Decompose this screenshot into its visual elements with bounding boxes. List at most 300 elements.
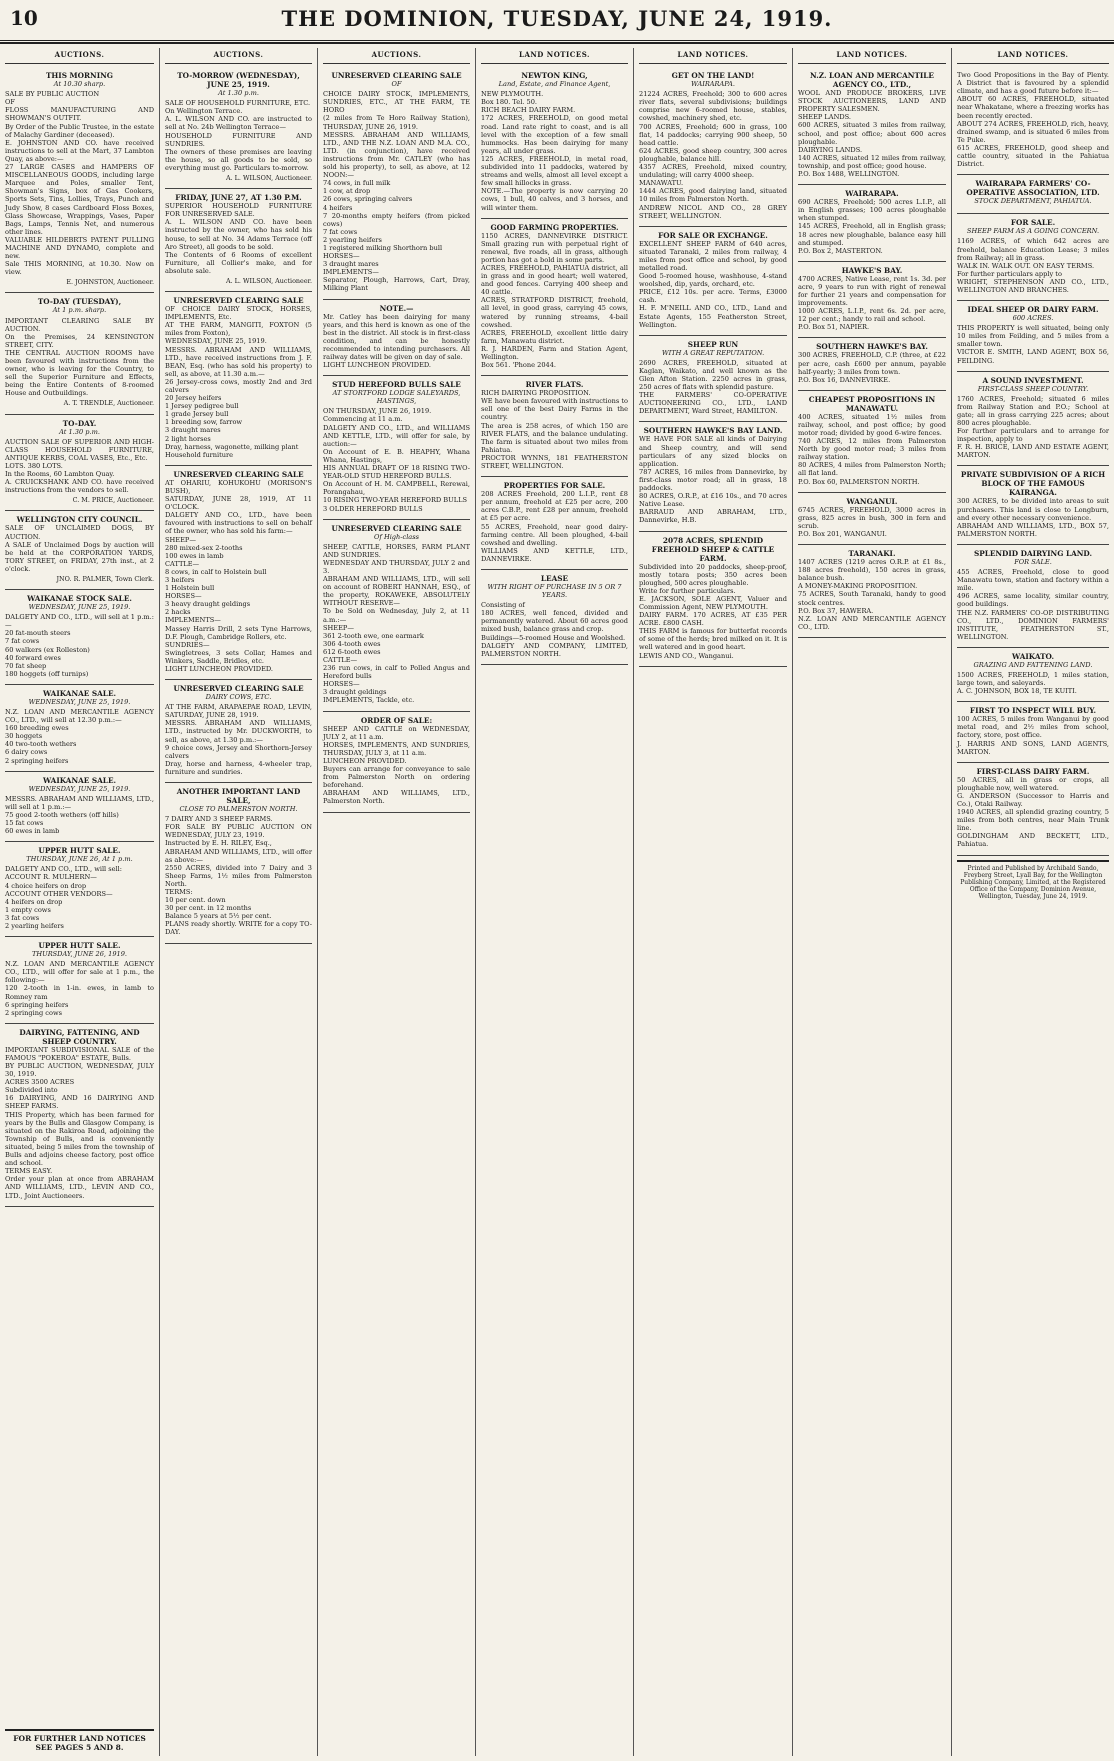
ad-text: 612 6-tooth ewes [323,647,381,656]
ad-text: Dray, horse and harness, 4-wheeler trap, furniture and sundries. [165,759,312,776]
advertisement [5,67,154,293]
ad-text: For further particulars apply to [957,269,1062,278]
ad-heading: FIRST-CLASS DAIRY FARM. [976,766,1090,776]
ad-text: 80 ACRES, 4 miles from Palmerston North; all flat land. [798,461,946,478]
ad-text: Consisting of [481,601,525,610]
ad-text: 1760 ACRES, Freehold; situated 6 miles from Railway Station and P.O.; School at gate; all in grass carrying 225 acres; about 800 acres ploughable. [957,394,1109,427]
ad-heading: UNRESERVED CLEARING SALE [331,523,462,533]
ad-heading: NOTE.— [379,303,414,313]
ad-text: SALE OF HOUSEHOLD FURNITURE, ETC. [165,99,311,108]
ad-heading: GOOD FARMING PROPERTIES. [490,222,619,232]
ad-subheading: THURSDAY, JUNE 26, 1919. [32,950,127,959]
ad-text: ACCOUNT OTHER VENDORS— [5,889,113,898]
advertisement [165,189,312,292]
ad-subheading: AT STORTFORD LODGE SALEYARDS, HASTINGS, [332,389,461,406]
ad-subheading: THURSDAY, JUNE 26, At 1 p.m. [26,855,133,864]
ad-text: WE HAVE FOR SALE all kinds of Dairying and Sheep country, and will send particulars of any sized blocks on application. [639,435,787,468]
ad-text: DALGETY AND CO., LTD., and WILLIAMS AND KETTLE, LTD., will offer for sale, by auction:— [323,423,470,448]
column-header: AUCTIONS. [165,48,312,64]
ad-text: 2 hacks [165,608,191,617]
ad-text: 4 choice heifers on drop [5,881,87,890]
ad-subheading: WAIRARAPA. [691,80,735,89]
ad-heading: RIVER FLATS. [525,380,584,390]
ad-text: 26 Jersey-cross cows, mostly 2nd and 3rd calvers [165,377,312,394]
advertisement [165,783,312,944]
ad-text: 1940 ACRES, all splendid grazing country, 5 miles from both centres, near Main Trunk line. [957,808,1109,833]
ad-subheading: WITH A GREAT REPUTATION. [661,348,765,357]
ad-subheading: FIRST-CLASS SHEEP COUNTRY. [977,384,1089,393]
ad-text: SATURDAY, JUNE 28, 1919, AT 11 O'CLOCK. [165,495,312,512]
ad-heading: WAIKANAE STOCK SALE. [27,594,132,604]
ad-text: ABRAHAM AND WILLIAMS, LTD., will offer as above:— [165,847,312,864]
ad-text: 236 run cows, in calf to Polled Angus and Hereford bulls [323,664,470,681]
ad-text: WEDNESDAY, JUNE 25, 1919. [165,337,267,346]
ad-signature: JNO. R. PALMER, Town Clerk. [56,574,154,583]
ad-text: 8 cows, in calf to Holstein bull [165,567,267,576]
ad-heading: LEASE [540,573,569,583]
ad-heading: STUD HEREFORD BULLS SALE [332,380,461,390]
ad-heading: FOR SALE. [1010,218,1056,228]
ad-text: IMPORTANT CLEARING SALE BY AUCTION. [5,316,154,333]
advertisement [5,772,154,843]
ad-heading: TO-DAY (TUESDAY), [37,297,122,307]
advertisement [323,67,470,299]
ad-text: TERMS EASY. [5,1167,53,1176]
ad-text: AT THE FARM, ARAPAEPAE ROAD, LEVIN, SATURDAY, JUNE 28, 1919. [165,703,312,720]
advertisement [165,466,312,680]
ad-text: Swingletrees, 3 sets Collar, Hames and Winkers, Saddle, Bridles, etc. [165,648,312,665]
ad-text: 6 dairy cows [5,748,48,757]
ad-subheading: DAIRY COWS, ETC. [205,693,272,702]
ad-text: Two Good Propositions in the Bay of Plenty. A District that is favoured by a splendid climate, and has a good future before it:— [957,71,1109,96]
ad-text: 3 draught geldings [323,688,387,697]
advertisement [165,292,312,466]
ad-text: SHEEP— [165,535,196,544]
column-7 [952,48,1114,1756]
advertisement [481,219,628,377]
ad-text: LUNCHEON PROVIDED. [323,756,407,765]
ad-text: 1 Holstein bull [165,584,215,593]
ad-text: 2 springing cows [5,1008,62,1017]
ad-heading: N.Z. LOAN AND MERCANTILE AGENCY CO., LTD., [810,71,934,90]
ad-heading: UNRESERVED CLEARING SALE [173,684,304,694]
ad-text: SHEEP— [323,623,354,632]
ad-text: Dray, harness, wagonette, milking plant [165,442,299,451]
advertisement [798,493,946,545]
ad-heading: 2078 ACRES, SPLENDID FREEHOLD SHEEP & CATTLE FARM. [651,535,775,563]
advertisement [481,570,628,665]
ad-subheading: At 10.30 sharp. [53,80,106,89]
ad-text: 3 draught mares [165,426,221,435]
advertisement [165,680,312,783]
ad-text: 16 DAIRYING, AND 16 DAIRYING AND SHEEP FARMS. [5,1094,154,1111]
ad-text: 7 DAIRY AND 3 SHEEP FARMS. [165,815,273,824]
ad-heading: HAWKE'S BAY. [841,265,903,275]
ad-heading: ANOTHER IMPORTANT LAND SALE, [176,787,301,806]
ad-text: 4357 ACRES, Freehold, mixed country, undulating; will carry 4000 sheep. [639,163,787,180]
ad-text: Subdivided into [5,1086,58,1095]
ad-heading: PROPERTIES FOR SALE. [503,481,606,491]
ad-text: 740 ACRES, 12 miles from Palmerston North by good motor road; 3 miles from railway station. [798,437,946,462]
column-header: AUCTIONS. [5,48,154,64]
ad-text: 496 ACRES, same locality, similar country, good buildings. [957,592,1109,609]
masthead [0,0,1114,44]
ad-text: BY PUBLIC AUCTION, WEDNESDAY, JULY 30, 1919. [5,1062,154,1079]
advertisement [323,300,470,377]
ad-text: H. F. M'NEILL AND CO., LTD., Land and Estate Agents, 155 Featherston Street, Wellington. [639,304,787,329]
ad-heading: GET ON THE LAND! [671,71,755,81]
ad-heading: WANGANUI. [846,496,898,506]
ad-heading: UNRESERVED CLEARING SALE [331,71,462,81]
ad-text: DALGETY AND CO., LTD., will sell at 1 p.m.:— [5,613,154,630]
ad-text: 1 cow, at drop [323,187,371,196]
ad-text: The area is 258 acres, of which 150 are RIVER FLATS, and the balance undulating. The farm is situated about two miles from Pahiatua. [481,421,628,454]
ad-text: 7 fat cows [323,227,358,236]
ad-text: 80 ACRES, O.R.P., at £16 10s., and 70 acres Native Lease. [639,492,787,509]
column-footer-note: FOR FURTHER LAND NOTICES SEE PAGES 5 AND 8. [5,1729,154,1752]
ad-heading: WELLINGTON CITY COUNCIL. [16,515,143,525]
ad-text: AT OHARIU, KOHUKOHU (MORISON'S BUSH), [165,478,312,495]
ad-text: 20 Jersey heifers [165,394,222,403]
ad-heading: TO-DAY. [62,418,97,428]
masthead-rule [0,40,1114,41]
ad-text: OF CHOICE DAIRY STOCK, HORSES, IMPLEMENTS, Etc. [165,305,312,322]
ad-subheading: Of High-class [374,532,419,541]
advertisement [323,376,470,519]
ad-subheading: CLOSE TO PALMERSTON NORTH. [179,805,298,814]
ad-subheading: WEDNESDAY, JUNE 25, 1919. [28,603,131,612]
ad-text: SUNDRIES— [165,640,210,649]
ad-text: TERMS: [165,887,193,896]
ad-heading: FRIDAY, JUNE 27, AT 1.30 P.M. [175,193,302,203]
ad-text: MANAWATU. [639,179,684,188]
ad-text: 30 per cent. in 12 months [165,904,252,913]
advertisement [323,712,470,813]
ad-text: EXCELLENT SHEEP FARM of 640 acres, situated Taranaki, 2 miles from railway, 4 miles from post office and school, by good metalled road. [639,239,787,272]
advertisement [957,67,1109,175]
ad-text: Household furniture [165,450,234,459]
ad-text: 2 light horses [165,434,211,443]
ad-text: ABRAHAM AND WILLIAMS, LTD., BOX 57, PALMERSTON NORTH. [957,521,1109,538]
ad-text: 26 cows, springing calvers [323,195,413,204]
ad-subheading: GRAZING AND FATTENING LAND. [973,660,1093,669]
column-4 [476,48,634,1756]
ad-text: In the Rooms, 60 Lambton Quay. [5,470,115,479]
ad-text: Buildings—5-roomed House and Woolshed. [481,633,626,642]
ad-heading: SOUTHERN HAWKE'S BAY. [816,342,928,352]
ad-subheading: OF [391,80,402,89]
ad-text: 1 empty cows [5,905,51,914]
ad-signature: A. L. WILSON, Auctioneer. [225,174,312,183]
ad-text: 208 ACRES Freehold, 200 L.I.P., rent £8 per annum, freehold at £25 per acre, 200 acres C.B.P., rent £28 per annum, freehold at £5 per acre. [481,490,628,523]
ad-text: IMPLEMENTS, Tackle, etc. [323,696,415,705]
ad-text: RICH BEACH DAIRY FARM. [481,106,576,115]
ad-text: HORSES— [165,592,202,601]
ad-text: 172 ACRES, FREEHOLD, on good metal road. Land rate right to coast, and is all level with the exception of a few small hummocks. Has been dairying for many years, all under grass. [481,114,628,155]
ad-text: 60 ewes in lamb [5,827,60,836]
ad-text: 280 mixed-sex 2-tooths [165,543,243,552]
ad-text: AUCTION SALE OF SUPERIOR AND HIGH-CLASS HOUSEHOLD FURNITURE, ANTIQUE KERBS, COAL VASES, Etc., Etc. [5,437,154,462]
ad-text: MESSRS. ABRAHAM AND WILLIAMS, LTD., have received instructions from J. F. BEAN, Esq. (who has sold his property) to sell, as above, at 11.30 a.m.— [165,345,312,378]
ad-text: Sale THIS MORNING, at 10.30. Now on view. [5,260,154,277]
advertisement [798,338,946,390]
ad-text: 40 forward ewes [5,653,61,662]
ad-heading: IDEAL SHEEP OR DAIRY FARM. [967,305,1099,315]
ad-heading: ORDER OF SALE: [360,715,433,725]
ad-text: 100 ACRES, 5 miles from Wanganui by good metal road, and 2½ miles from school, factory, store, post office. [957,715,1109,740]
ad-text: ANDREW NICOL AND CO., 28 GREY STREET, WELLINGTON. [639,203,787,220]
ad-text: SHEEP AND CATTLE on WEDNESDAY, JULY 2, at 11 a.m. [323,724,470,741]
ad-text: R. J. HARDEN, Farm and Station Agent, Wellington. [481,344,628,361]
ad-text: 4 heifers [323,203,353,212]
ad-text: 30 hoggets [5,732,43,741]
advertisement [957,372,1109,467]
ad-text: THE FARMERS' CO-OPERATIVE AUCTIONEERING CO., LTD., LAND DEPARTMENT, Ward Street, HAMILTON. [639,391,787,416]
ad-text: 1444 ACRES, good dairying land, situated 10 miles from Palmerston North. [639,187,787,204]
ad-text: F. R. H. BRICE, LAND AND ESTATE AGENT, MARTON. [957,443,1109,460]
page-number: 10 [10,6,38,30]
ad-text: 74 cows, in full milk [323,179,391,188]
ad-text: 2 springing heifers [5,756,69,765]
advertisement [957,214,1109,301]
advertisement [5,842,154,937]
ad-heading: TARANAKI. [848,549,896,559]
page-columns [0,48,1114,1756]
ad-text: A SALE of Unclaimed Dogs by auction will be held at the CORPORATION YARDS, TORY STREET, on FRIDAY, 27th inst., at 2 o'clock. [5,540,154,573]
ad-text: WOOL AND PRODUCE BROKERS, LIVE STOCK AUCTIONEERS, LAND AND PROPERTY SALESMEN. [798,89,946,114]
ad-text: PLANS ready shortly. WRITE for a copy TO-DAY. [165,920,312,937]
advertisement [798,67,946,185]
column-5 [634,48,793,1756]
ad-text: For further particulars and to arrange for inspection, apply to [957,427,1109,444]
ad-text: DALGETY AND COMPANY, LIMITED, PALMERSTON NORTH. [481,641,628,658]
advertisement [323,520,470,712]
advertisement [639,532,787,667]
ad-text: SUPERIOR HOUSEHOLD FURNITURE FOR UNRESERVED SALE. [165,202,312,219]
ad-text: WALK IN. WALK OUT. ON EASY TERMS. [957,261,1095,270]
ad-text: Massey Harris Drill, 2 sets Tyne Harrows, D.F. Plough, Cambridge Rollers, etc. [165,624,312,641]
ad-text: FLOSS MANUFACTURING AND SHOWMAN'S OUTFIT. [5,106,154,123]
ad-subheading: At 1.30 p.m. [59,427,100,436]
ad-text: 50 ACRES, all in grass or crops, all ploughable now, well watered. [957,775,1109,792]
advertisement [5,415,154,512]
ad-text: P.O. Box 2, MASTERTON. [798,246,883,255]
ad-text: 600 ACRES, situated 3 miles from railway, school, and post office; about 600 acres ploughable. [798,121,946,146]
ad-text: 3 fat cows [5,913,40,922]
ad-text: 1 registered milking Shorthorn bull [323,243,443,252]
ad-subheading: STOCK DEPARTMENT, PAHIATUA. [974,197,1092,206]
ad-text: 2550 ACRES, divided into 7 Dairy and 3 Sheep Farms, 1½ miles from Palmerston North. [165,863,312,888]
ad-text: Mr. Catley has been dairying for many years, and this herd is known as one of the best in the district. All stock is in first-class condition, and can be honestly recommended to intending purchasers. All railway dates will be given on day of sale. [323,312,470,361]
ad-text: HIS ANNUAL DRAFT OF 18 RISING TWO-YEAR-OLD STUD HEREFORD BULLS. [323,464,470,481]
ad-text: 615 ACRES, FREEHOLD, good sheep and cattle country, situated in the Pahiatua District. [957,143,1109,169]
ad-text: (2 miles from Te Horo Railway Station), THURSDAY, JUNE 26, 1919. [323,114,470,131]
ad-subheading: FOR SALE. [1014,557,1052,566]
ad-subheading: WEDNESDAY, JUNE 25, 1919. [28,697,131,706]
ad-signature: C. M. PRICE, Auctioneer. [72,496,154,505]
ad-text: NOTE.—The property is now carrying 20 cows, 1 bull, 40 calves, and 3 horses, and will winter them. [481,187,628,212]
ad-text: The owners of these premises are leaving the house, so all goods to be sold, so everything must go. Particulars to-morrow. [165,147,312,172]
advertisement [481,67,628,219]
ad-text: 100 ewes in lamb [165,551,224,560]
ad-text: 3 draught mares [323,260,379,269]
advertisement [481,376,628,477]
ad-subheading: WEDNESDAY, JUNE 25, 1919. [28,784,131,793]
ad-text: 787 ACRES, 16 miles from Dannevirke, by first-class motor road; all in grass, 18 paddocks. [639,467,787,493]
ad-text: 10 per cent. down [165,896,226,905]
ad-text: 125 ACRES, FREEHOLD, in metal road, subdivided into 11 paddocks, watered by streams and wells, almost all level except a few small hillocks in grass. [481,154,628,188]
ad-text: 1 breeding sow, farrow [165,418,243,427]
advertisement [5,293,154,414]
ad-text: DALGETY AND CO., LTD., will sell: [5,865,122,874]
ad-heading: WAIRARAPA FARMERS' CO-OPERATIVE ASSOCIATION, LTD. [966,179,1100,198]
ad-text: ACRES 3500 ACRES [5,1078,75,1087]
ad-text: A. C. JOHNSON, BOX 18, TE KUITI. [957,687,1077,696]
ad-text: Buyers can arrange for conveyance to sale from Palmerston North on ordering beforehand. [323,765,470,790]
ad-text: P.O. Box 201, WANGANUI. [798,529,887,538]
ad-text: 15 fat cows [5,819,44,828]
ad-text: Box 561. 'Phone 2044. [481,361,556,370]
ad-text: HORSES— [323,252,360,261]
advertisement [798,185,946,262]
ad-subheading: At 1 p.m. sharp. [52,306,107,315]
ad-heading: SOUTHERN HAWKE'S BAY LAND. [643,426,783,436]
ad-text: 7 20-months empty heifers (from picked cows) [323,211,470,228]
ad-text: CATTLE— [165,559,200,568]
ad-text: 400 ACRES, situated 1½ miles from railway, school, and post office; by good motor road; divided by good 6-wire fences. [798,412,946,437]
ad-text: 21224 ACRES, Freehold; 300 to 600 acres river flats, several subdivisions; buildings comprise new 6-roomed house, stables, cowshed, machinery shed, etc. [639,90,787,123]
ad-text: P.O. Box 51, NAPIER. [798,323,870,332]
ad-text: Order your plan at once from ABRAHAM AND WILLIAMS, LTD., LEVIN AND CO., LTD., Joint Auctioneers. [5,1175,154,1200]
ad-text: BARRAUD AND ABRAHAM, LTD., Dannevirke, H.B. [639,508,787,525]
ad-text: WRIGHT, STEPHENSON AND CO., LTD., WELLINGTON AND BRANCHES. [957,277,1109,294]
ad-text: FOR SALE BY PUBLIC AUCTION ON WEDNESDAY, JULY 23, 1919. [165,823,312,840]
ad-text: VALUABLE HILDEBRTS PATENT PULLING MACHINE AND DYNAMO, complete and new. [5,235,154,261]
advertisement [639,422,787,531]
ad-text: Commencing at 11 a.m. [323,415,403,424]
ad-text: RICH DAIRYING PROPOSITION. [481,389,591,398]
ad-text: 1500 ACRES, FREEHOLD, 1 miles station, large town, and saleyards. [957,670,1109,688]
ad-text: CHOICE DAIRY STOCK, IMPLEMENTS, SUNDRIES, ETC., AT THE FARM, TE HORO [323,90,470,115]
ad-text: 1150 ACRES, DANNEVIRKE DISTRICT. Small grazing run with perpetual right of renewal, five roads, all in grass, although portion has got a bold in some parts. [481,231,628,264]
ad-text: 2 yearling heifers [5,921,64,930]
ad-text: 361 2-tooth ewe, one earmark [323,631,424,640]
ad-text: 700 ACRES, Freehold; 600 in grass, 100 flat, 14 paddocks; carrying 900 sheep, 50 head cattle. [639,122,787,147]
ad-text: 1 grade Jersey bull [165,410,229,419]
ad-text: 40 two-tooth wethers [5,740,77,749]
ad-text: A MONEY-MAKING PROPOSITION. [798,582,918,591]
ad-text: 180 hoggets (off turnips) [5,669,89,678]
ad-subheading: 600 ACRES. [1012,314,1054,323]
ad-text: To be Sold on Wednesday, July 2, at 11 a.m.:— [323,607,470,624]
ad-text: IMPLEMENTS— [165,616,221,625]
ad-text: WILLIAMS AND KETTLE, LTD., DANNEVIRKE. [481,546,628,563]
ad-text: OF [5,98,15,107]
advertisement [957,466,1109,544]
ad-text: MESSRS. ABRAHAM AND WILLIAMS, LTD., instructed by Mr. DUCKWORTH, to sell, as above, at 1.30 p.m.:— [165,719,312,744]
ad-heading: DAIRYING, FATTENING, AND SHEEP COUNTRY. [19,1027,140,1046]
ad-text: 140 ACRES, situated 12 miles from railway, township, and post office; good house. [798,153,946,170]
ad-text: 75 ACRES, South Taranaki, handy to good stock centres. [798,590,946,607]
advertisement [5,937,154,1024]
ad-text: 2690 ACRES, FREEHOLD, situated at Kaglan, Waikato, and well known as the Glen Afton Station. 2250 acres in grass, 250 acres of flats with splendid pasture. [639,358,787,392]
ad-text: WEDNESDAY AND THURSDAY, JULY 2 and 3. [323,558,470,575]
ad-text: A. CRUICKSHANK AND CO. have received instructions from the vendors to sell. [5,478,154,495]
ad-text: HOUSEHOLD FURNITURE AND SUNDRIES. [165,131,312,148]
ad-heading: WAIKANAE SALE. [42,775,117,785]
printer-imprint: Printed and Published by Archibald Sando, Freyberg Street, Lyall Bay, for the Wellington Publishing Company, Limited, at the Registered Office of the Company, Dominion Avenue, Wellington, Tuesday, June 24, 1919. [957,860,1109,900]
ad-text: On Account of H. M. CAMPBELL, Rerewai, Porangahau, [323,480,470,497]
ad-text: Instructed by E. H. RILEY, Esq., [165,839,272,848]
ad-heading: FOR SALE OR EXCHANGE. [658,230,768,240]
ad-text: G. ANDERSON (Successor to Harris and Co.), Otaki Railway. [957,791,1109,808]
advertisement [639,67,787,227]
advertisement [957,763,1109,856]
ad-text: 160 breeding ewes [5,724,69,733]
ad-heading: UPPER HUTT SALE. [38,941,121,951]
ad-text: 690 ACRES, Freehold; 500 acres L.I.P., all in English grasses; 100 acres ploughable when stumped. [798,198,946,223]
ad-text: VICTOR E. SMITH, LAND AGENT, BOX 56, FEILDING. [957,348,1109,365]
ad-text: Separator, Plough, Harrows, Cart, Dray, Milking Plant [323,276,470,293]
ad-heading: WAIKATO. [1011,651,1054,661]
ad-text: 1000 ACRES, L.I.P., rent 6s. 2d. per acre, 12 per cent.; handy to rail and school. [798,307,946,324]
ad-heading: PRIVATE SUBDIVISION OF A RICH BLOCK OF THE FAMOUS KAIRANGA. [960,470,1106,498]
ad-text: 27 LARGE CASES and HAMPERS OF MISCELLANEOUS GOODS, including large Marquee and Poles, smaller Tent, Showman's Signs, box of Gas Cookers, Sports Sets, Tins, Lollies, Trays, Punch and Judy Show, 8 cases Cardboard Floss Boxes, Glass Showcase, Wrappings, Vases, Paper Bags, Lamps, Tennis Net, and numerous other lines. [5,163,154,236]
ad-text: Good 5-roomed house, washhouse, 4-stand woolshed, dip, yards, orchard, etc. [639,272,787,289]
ad-subheading: Land, Estate, and Finance Agent, [498,80,611,89]
advertisement [957,648,1109,702]
ad-text: On the Premises, 24 KENSINGTON STREET, CITY. [5,332,154,349]
ad-text: SHEEP LANDS. [798,113,852,122]
advertisement [639,336,787,423]
ad-text: 455 ACRES, Freehold, close to good Manawatu town, station and factory within a mile. [957,568,1109,593]
ad-text: E. JACKSON, SOLE AGENT, Valuer and Commission Agent, NEW PLYMOUTH. [639,594,787,611]
ad-text: SALE BY PUBLIC AUCTION [5,90,100,99]
ad-heading: UPPER HUTT SALE. [38,846,121,856]
advertisement [5,1024,154,1207]
ad-text: 3 heifers [165,575,195,584]
column-1 [0,48,160,1756]
ad-text: ABOUT 274 ACRES, FREEHOLD, rich, heavy, drained swamp, and is situated 6 miles from Te Puke. [957,119,1110,144]
ad-signature: E. JOHNSTON, Auctioneer. [66,278,154,287]
ad-text: THIS FARM is famous for butterfat records of some of the herds; bred milked on it. It is well watered and in good heart. [639,627,787,652]
ad-heading: CHEAPEST PROPOSITIONS IN MANAWATU. [808,394,936,413]
ad-heading: WAIRARAPA. [845,189,899,199]
ad-text: 9 choice cows, Jersey and Shorthorn-Jersey calvers [165,743,312,760]
ad-text: 306 4-tooth ewes [323,639,381,648]
ad-text: N.Z. LOAN AND MERCANTILE AGENCY CO., LTD., will offer for sale at 1 p.m., the following:— [5,960,154,985]
ad-subheading: WITH RIGHT OF PURCHASE IN 5 OR 7 YEARS. [487,582,622,600]
ad-text: 2 yearling heifers [323,235,382,244]
ad-text: 3 heavy draught geldings [165,600,251,609]
ad-text: HORSES— [323,680,360,689]
ad-signature: A. L. WILSON, Auctioneer. [225,276,312,285]
column-header: LAND NOTICES. [957,48,1109,64]
ad-text: GOLDINGHAM AND BECKETT, LTD., Pahiatua. [957,832,1109,849]
ad-text: J. HARRIS AND SONS, LAND AGENTS, MARTON. [957,739,1109,756]
ad-text: 7 fat cows [5,637,40,646]
ad-text: 1 Jersey pedigree bull [165,402,239,411]
ad-text: LIGHT LUNCHEON PROVIDED. [165,665,274,673]
column-2 [160,48,318,1756]
column-header: LAND NOTICES. [798,48,946,64]
ad-text: A. L. WILSON AND CO. have been instructed by the owner, who has sold his house, to sell at No. 34 Adams Terrace (off Aro Street), all goods to be sold. [165,218,312,251]
ad-text: AT THE FARM, MANGITI, FOXTON (5 miles from Foxton), [165,321,312,338]
advertisement [798,545,946,638]
ad-text: ABOUT 60 ACRES, FREEHOLD, situated near Whakatane, where a freezing works has been recently erected. [957,95,1109,120]
ad-text: SHEEP, CATTLE, HORSES, FARM PLANT AND SUNDRIES. [323,542,470,559]
ad-text: N.Z. LOAN AND MERCANTILE AGENCY CO., LTD. [798,614,946,631]
